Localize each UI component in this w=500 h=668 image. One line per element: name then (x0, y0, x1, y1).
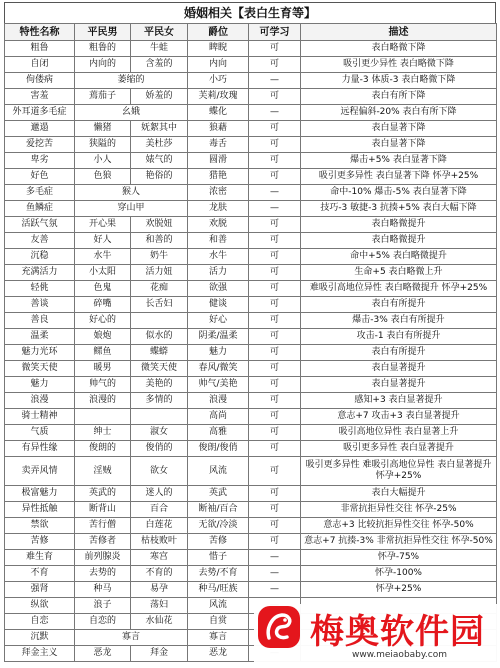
table-row (5, 550, 497, 566)
table-row (5, 441, 497, 457)
header-commoner-female: 平民女 (131, 24, 188, 41)
description-cell: 意志+3 比较抗拒异性交往 怀孕-50% (301, 518, 497, 534)
header-commoner-male: 平民男 (75, 24, 131, 41)
rank-cell: 恶龙 (188, 646, 249, 662)
commoner-male-cell: 去势的 (75, 566, 131, 582)
rank-cell: 断袖/百合 (188, 502, 249, 518)
description-cell: 爆击-3% 表白有所提升 (301, 313, 497, 329)
commoner-male-cell: 种马 (75, 582, 131, 598)
description-cell: 怀孕-75% (301, 550, 497, 566)
commoner-male-cell: 碎嘴 (75, 297, 131, 313)
rank-cell: 健谈 (188, 297, 249, 313)
commoner-male-cell: 小人 (75, 153, 131, 169)
learnable-cell: 可 (249, 233, 301, 249)
description-cell: 技巧-3 敏捷-3 抗揍+5% 表白大幅下降 (301, 201, 497, 217)
table-row (5, 233, 497, 249)
table-row (5, 89, 497, 105)
table-row (5, 566, 497, 582)
trait-name-cell: 魅力光环 (5, 345, 75, 361)
traits-table-body (5, 24, 497, 662)
commoner-male-cell: 水牛 (75, 249, 131, 265)
commoner-female-cell: 迷人的 (131, 486, 188, 502)
commoner-male-cell (75, 409, 131, 425)
commoner-male-cell: 鳏鱼 (75, 345, 131, 361)
learnable-cell: 可 (249, 281, 301, 297)
table-row (5, 121, 497, 137)
commoner-male-cell: 断背山 (75, 502, 131, 518)
trait-name-cell: 纵欲 (5, 598, 75, 614)
header-rank: 爵位 (188, 24, 249, 41)
commoner-male-cell: 英武的 (75, 486, 131, 502)
commoner-male-cell: 小太阳 (75, 265, 131, 281)
description-cell: 表白显著提升 (301, 377, 497, 393)
rank-cell: 欢脱 (188, 217, 249, 233)
dragon-logo-icon (258, 606, 300, 648)
commoner-female-cell: 欲女 (131, 457, 188, 486)
trait-name-cell: 卖弄风情 (5, 457, 75, 486)
learnable-cell: 可 (249, 41, 301, 57)
trait-name-cell: 佝偻病 (5, 73, 75, 89)
table-row (5, 57, 497, 73)
watermark-url: www.meiaobaby.com (352, 650, 448, 660)
trait-name-cell: 充满活力 (5, 265, 75, 281)
commoner-female-cell: 艳俗的 (131, 169, 188, 185)
table-row (5, 265, 497, 281)
learnable-cell: 可 (249, 297, 301, 313)
trait-name-cell: 鱼鳞症 (5, 201, 75, 217)
description-cell: 表白显著下降 (301, 137, 497, 153)
trait-name-cell: 粗鲁 (5, 41, 75, 57)
learnable-cell: 可 (249, 361, 301, 377)
table-row (5, 201, 497, 217)
rank-cell: 龙肤 (188, 201, 249, 217)
table-row (5, 169, 497, 185)
table-row (5, 41, 497, 57)
description-cell: 表白有所提升 (301, 297, 497, 313)
rank-cell: 种马/旺族 (188, 582, 249, 598)
commoner-female-cell: 美艳的 (131, 377, 188, 393)
rank-cell: 风流 (188, 457, 249, 486)
table-row (5, 425, 497, 441)
learnable-cell: 可 (249, 249, 301, 265)
trait-name-cell: 强肾 (5, 582, 75, 598)
table-row (5, 377, 497, 393)
learnable-cell: 可 (249, 313, 301, 329)
trait-name-cell: 苦修 (5, 534, 75, 550)
rank-cell: 阴柔/温柔 (188, 329, 249, 345)
description-cell: 表白显著提升 (301, 361, 497, 377)
commoner-male-cell: 浪子 (75, 598, 131, 614)
commoner-female-cell: 娇羞的 (131, 89, 188, 105)
table-row (5, 502, 497, 518)
learnable-cell: 可 (249, 153, 301, 169)
rank-cell: 睥睨 (188, 41, 249, 57)
trait-name-cell: 爱挖苦 (5, 137, 75, 153)
rank-cell: 春风/微笑 (188, 361, 249, 377)
rank-cell: 浓密 (188, 185, 249, 201)
table-row (5, 105, 497, 121)
rank-cell: 毒舌 (188, 137, 249, 153)
trait-name-cell: 不育 (5, 566, 75, 582)
learnable-cell: 可 (249, 518, 301, 534)
rank-cell: 魅力 (188, 345, 249, 361)
trait-name-cell: 沉稳 (5, 249, 75, 265)
commoner-female-cell: 奶牛 (131, 249, 188, 265)
trait-name-cell: 微笑天使 (5, 361, 75, 377)
commoner-male-cell: 狭隘的 (75, 137, 131, 153)
header-description: 描述 (301, 24, 497, 41)
trait-name-cell: 善良 (5, 313, 75, 329)
site-watermark (254, 604, 500, 668)
learnable-cell: 可 (249, 217, 301, 233)
learnable-cell: 可 (249, 393, 301, 409)
header-learnable: 可学习 (249, 24, 301, 41)
description-cell: 吸引更少异性 表白略微下降 (301, 57, 497, 73)
commoner-female-cell: 含羞的 (131, 57, 188, 73)
rank-cell: 俊朗/俊俏 (188, 441, 249, 457)
rank-cell: 浪漫 (188, 393, 249, 409)
trait-name-cell: 禁欲 (5, 518, 75, 534)
learnable-cell: 可 (249, 89, 301, 105)
description-cell: 意志+7 抗揍-3% 非常抗拒异性交往 怀孕-50% (301, 534, 497, 550)
commoner-female-cell: 多情的 (131, 393, 188, 409)
table-row (5, 185, 497, 201)
commoner-female-cell: 长舌妇 (131, 297, 188, 313)
commoner-female-cell: 寒宫 (131, 550, 188, 566)
commoner-male-cell: 淫贼 (75, 457, 131, 486)
table-row (5, 73, 497, 89)
rank-cell: 蝶化 (188, 105, 249, 121)
learnable-cell: — (249, 201, 301, 217)
commoner-male-cell: 内向的 (75, 57, 131, 73)
table-row (5, 249, 497, 265)
trait-name-cell: 异性抵触 (5, 502, 75, 518)
rank-cell: 狼藉 (188, 121, 249, 137)
commoner-female-cell: 俊俏的 (131, 441, 188, 457)
trait-name-cell: 自闭 (5, 57, 75, 73)
rank-cell: 苦修 (188, 534, 249, 550)
trait-name-cell: 害羞 (5, 89, 75, 105)
commoner-male-cell: 开心果 (75, 217, 131, 233)
table-row (5, 486, 497, 502)
description-cell: 表白有所下降 (301, 89, 497, 105)
commoner-title-cell: 猴人 (75, 185, 188, 201)
trait-name-cell: 轻佻 (5, 281, 75, 297)
commoner-male-cell: 色狼 (75, 169, 131, 185)
commoner-female-cell (131, 313, 188, 329)
commoner-female-cell: 美杜莎 (131, 137, 188, 153)
learnable-cell: — (249, 73, 301, 89)
commoner-male-cell: 自恋的 (75, 614, 131, 630)
rank-cell: 活力 (188, 265, 249, 281)
trait-name-cell: 外耳道多毛症 (5, 105, 75, 121)
watermark-text: 梅奥软件园 (310, 612, 485, 652)
table-row (5, 582, 497, 598)
commoner-female-cell: 和善的 (131, 233, 188, 249)
learnable-cell: 可 (249, 329, 301, 345)
commoner-female-cell: 百合 (131, 502, 188, 518)
table-row (5, 281, 497, 297)
description-cell: 命中+5% 表白略微提升 (301, 249, 497, 265)
trait-name-cell: 自恋 (5, 614, 75, 630)
header-trait-name: 特性名称 (5, 24, 75, 41)
commoner-female-cell: 水仙花 (131, 614, 188, 630)
commoner-male-cell: 俊朗的 (75, 441, 131, 457)
table-row (5, 361, 497, 377)
trait-name-cell: 温柔 (5, 329, 75, 345)
rank-cell: 欲强 (188, 281, 249, 297)
commoner-male-cell: 苦行僧 (75, 518, 131, 534)
learnable-cell: 可 (249, 345, 301, 361)
commoner-female-cell: 荡妇 (131, 598, 188, 614)
commoner-female-cell: 易孕 (131, 582, 188, 598)
trait-name-cell: 气质 (5, 425, 75, 441)
commoner-female-cell: 活力妞 (131, 265, 188, 281)
description-cell: 怀孕+25% (301, 582, 497, 598)
description-cell: 表白略微提升 (301, 217, 497, 233)
rank-cell: 英武 (188, 486, 249, 502)
description-cell: 命中-10% 爆击-5% 表白显著下降 (301, 185, 497, 201)
header-row (5, 24, 497, 41)
description-cell: 非常抗拒异性交往 怀孕-25% (301, 502, 497, 518)
commoner-female-cell: 婊气的 (131, 153, 188, 169)
learnable-cell: 可 (249, 377, 301, 393)
description-cell: 表白略微提升 (301, 233, 497, 249)
description-cell: 难吸引高地位异性 表白略微提升 怀孕+25% (301, 281, 497, 297)
trait-name-cell: 有异性缘 (5, 441, 75, 457)
commoner-male-cell: 暖男 (75, 361, 131, 377)
learnable-cell: — (249, 566, 301, 582)
description-cell: 远程偏斜-20% 表白有所下降 (301, 105, 497, 121)
commoner-male-cell: 蔫茄子 (75, 89, 131, 105)
learnable-cell: — (249, 105, 301, 121)
trait-name-cell: 难生育 (5, 550, 75, 566)
table-row (5, 457, 497, 486)
commoner-female-cell: 花痴 (131, 281, 188, 297)
description-cell: 力量-3 体质-3 表白略微下降 (301, 73, 497, 89)
description-cell: 怀孕-100% (301, 566, 497, 582)
learnable-cell: 可 (249, 169, 301, 185)
commoner-title-cell: 萎缩的 (75, 73, 188, 89)
learnable-cell: 可 (249, 441, 301, 457)
commoner-male-cell: 粗鲁的 (75, 41, 131, 57)
commoner-female-cell: 枯枝败叶 (131, 534, 188, 550)
trait-name-cell: 拜金主义 (5, 646, 75, 662)
traits-table (4, 23, 497, 662)
learnable-cell: 可 (249, 265, 301, 281)
trait-name-cell: 好色 (5, 169, 75, 185)
commoner-title-cell: 穿山甲 (75, 201, 188, 217)
table-row (5, 313, 497, 329)
description-cell: 表白大幅提升 (301, 486, 497, 502)
table-row (5, 409, 497, 425)
sheet-title: 婚姻相关【表白生育等】 (4, 2, 496, 23)
commoner-female-cell (131, 409, 188, 425)
description-cell: 吸引更多异性 难吸引高地位异性 表白显著提升 怀孕+25% (301, 457, 497, 486)
trait-name-cell: 沉默 (5, 630, 75, 646)
commoner-title-cell: 寡言 (75, 630, 188, 646)
learnable-cell: 可 (249, 502, 301, 518)
rank-cell: 去势/不育 (188, 566, 249, 582)
rank-cell: 猎艳 (188, 169, 249, 185)
commoner-female-cell: 拜金 (131, 646, 188, 662)
rank-cell: 风流 (188, 598, 249, 614)
commoner-male-cell: 绅士 (75, 425, 131, 441)
commoner-title-cell: 幺娥 (75, 105, 188, 121)
commoner-male-cell: 帅气的 (75, 377, 131, 393)
trait-name-cell: 善谈 (5, 297, 75, 313)
rank-cell: 惜子 (188, 550, 249, 566)
rank-cell: 小巧 (188, 73, 249, 89)
learnable-cell: 可 (249, 409, 301, 425)
rank-cell: 高尚 (188, 409, 249, 425)
rank-cell: 圆滑 (188, 153, 249, 169)
table-row (5, 153, 497, 169)
rank-cell: 帅气/美艳 (188, 377, 249, 393)
description-cell: 表白略微下降 (301, 41, 497, 57)
commoner-male-cell: 懒猪 (75, 121, 131, 137)
commoner-male-cell: 恶龙 (75, 646, 131, 662)
description-cell: 吸引更多异性 表白显著下降 怀孕+25% (301, 169, 497, 185)
commoner-female-cell: 蝶蟒 (131, 345, 188, 361)
learnable-cell: 可 (249, 57, 301, 73)
table-row (5, 345, 497, 361)
commoner-male-cell: 色鬼 (75, 281, 131, 297)
learnable-cell: — (249, 185, 301, 201)
table-row (5, 297, 497, 313)
commoner-female-cell: 欢脱妞 (131, 217, 188, 233)
commoner-female-cell: 白莲花 (131, 518, 188, 534)
rank-cell: 无欲/冷淡 (188, 518, 249, 534)
rank-cell: 和善 (188, 233, 249, 249)
rank-cell: 芙莉/玫瑰 (188, 89, 249, 105)
rank-cell: 寡言 (188, 630, 249, 646)
trait-name-cell: 骑士精神 (5, 409, 75, 425)
learnable-cell: — (249, 550, 301, 566)
rank-cell: 高雅 (188, 425, 249, 441)
table-row (5, 534, 497, 550)
description-cell: 表白有所提升 (301, 345, 497, 361)
description-cell: 吸引高地位异性 表白显著上升 (301, 425, 497, 441)
learnable-cell: 可 (249, 457, 301, 486)
commoner-female-cell: 妩絮其中 (131, 121, 188, 137)
learnable-cell: 可 (249, 486, 301, 502)
rank-cell: 好心 (188, 313, 249, 329)
table-row (5, 217, 497, 233)
trait-name-cell: 多毛症 (5, 185, 75, 201)
learnable-cell: 可 (249, 425, 301, 441)
trait-name-cell: 友善 (5, 233, 75, 249)
trait-name-cell: 活跃气氛 (5, 217, 75, 233)
trait-name-cell: 邋遢 (5, 121, 75, 137)
learnable-cell: 可 (249, 121, 301, 137)
learnable-cell: 可 (249, 137, 301, 153)
trait-name-cell: 极富魅力 (5, 486, 75, 502)
trait-name-cell: 魅力 (5, 377, 75, 393)
table-row (5, 518, 497, 534)
description-cell: 吸引更多异性 表白显著提升 (301, 441, 497, 457)
commoner-male-cell: 好心的 (75, 313, 131, 329)
commoner-male-cell: 娘炮 (75, 329, 131, 345)
commoner-male-cell: 浪漫的 (75, 393, 131, 409)
commoner-male-cell: 苦修者 (75, 534, 131, 550)
trait-name-cell: 卑劣 (5, 153, 75, 169)
table-row (5, 393, 497, 409)
description-cell: 意志+7 攻击+3 表白显著提升 (301, 409, 497, 425)
rank-cell: 自赏 (188, 614, 249, 630)
marriage-traits-sheet (4, 2, 496, 662)
commoner-male-cell: 好人 (75, 233, 131, 249)
learnable-cell: 可 (249, 534, 301, 550)
description-cell: 爆击+5% 表白显著下降 (301, 153, 497, 169)
commoner-female-cell: 牛蛙 (131, 41, 188, 57)
table-row (5, 137, 497, 153)
commoner-female-cell: 微笑天使 (131, 361, 188, 377)
commoner-female-cell: 似水的 (131, 329, 188, 345)
description-cell: 生命+5 表白略微上升 (301, 265, 497, 281)
commoner-female-cell: 淑女 (131, 425, 188, 441)
rank-cell: 水牛 (188, 249, 249, 265)
trait-name-cell: 浪漫 (5, 393, 75, 409)
commoner-male-cell: 前列腺炎 (75, 550, 131, 566)
description-cell: 感知+3 表白显著提升 (301, 393, 497, 409)
rank-cell: 内向 (188, 57, 249, 73)
commoner-female-cell: 不育的 (131, 566, 188, 582)
table-row (5, 329, 497, 345)
description-cell: 攻击-1 表白有所提升 (301, 329, 497, 345)
learnable-cell: — (249, 582, 301, 598)
description-cell: 表白显著下降 (301, 121, 497, 137)
